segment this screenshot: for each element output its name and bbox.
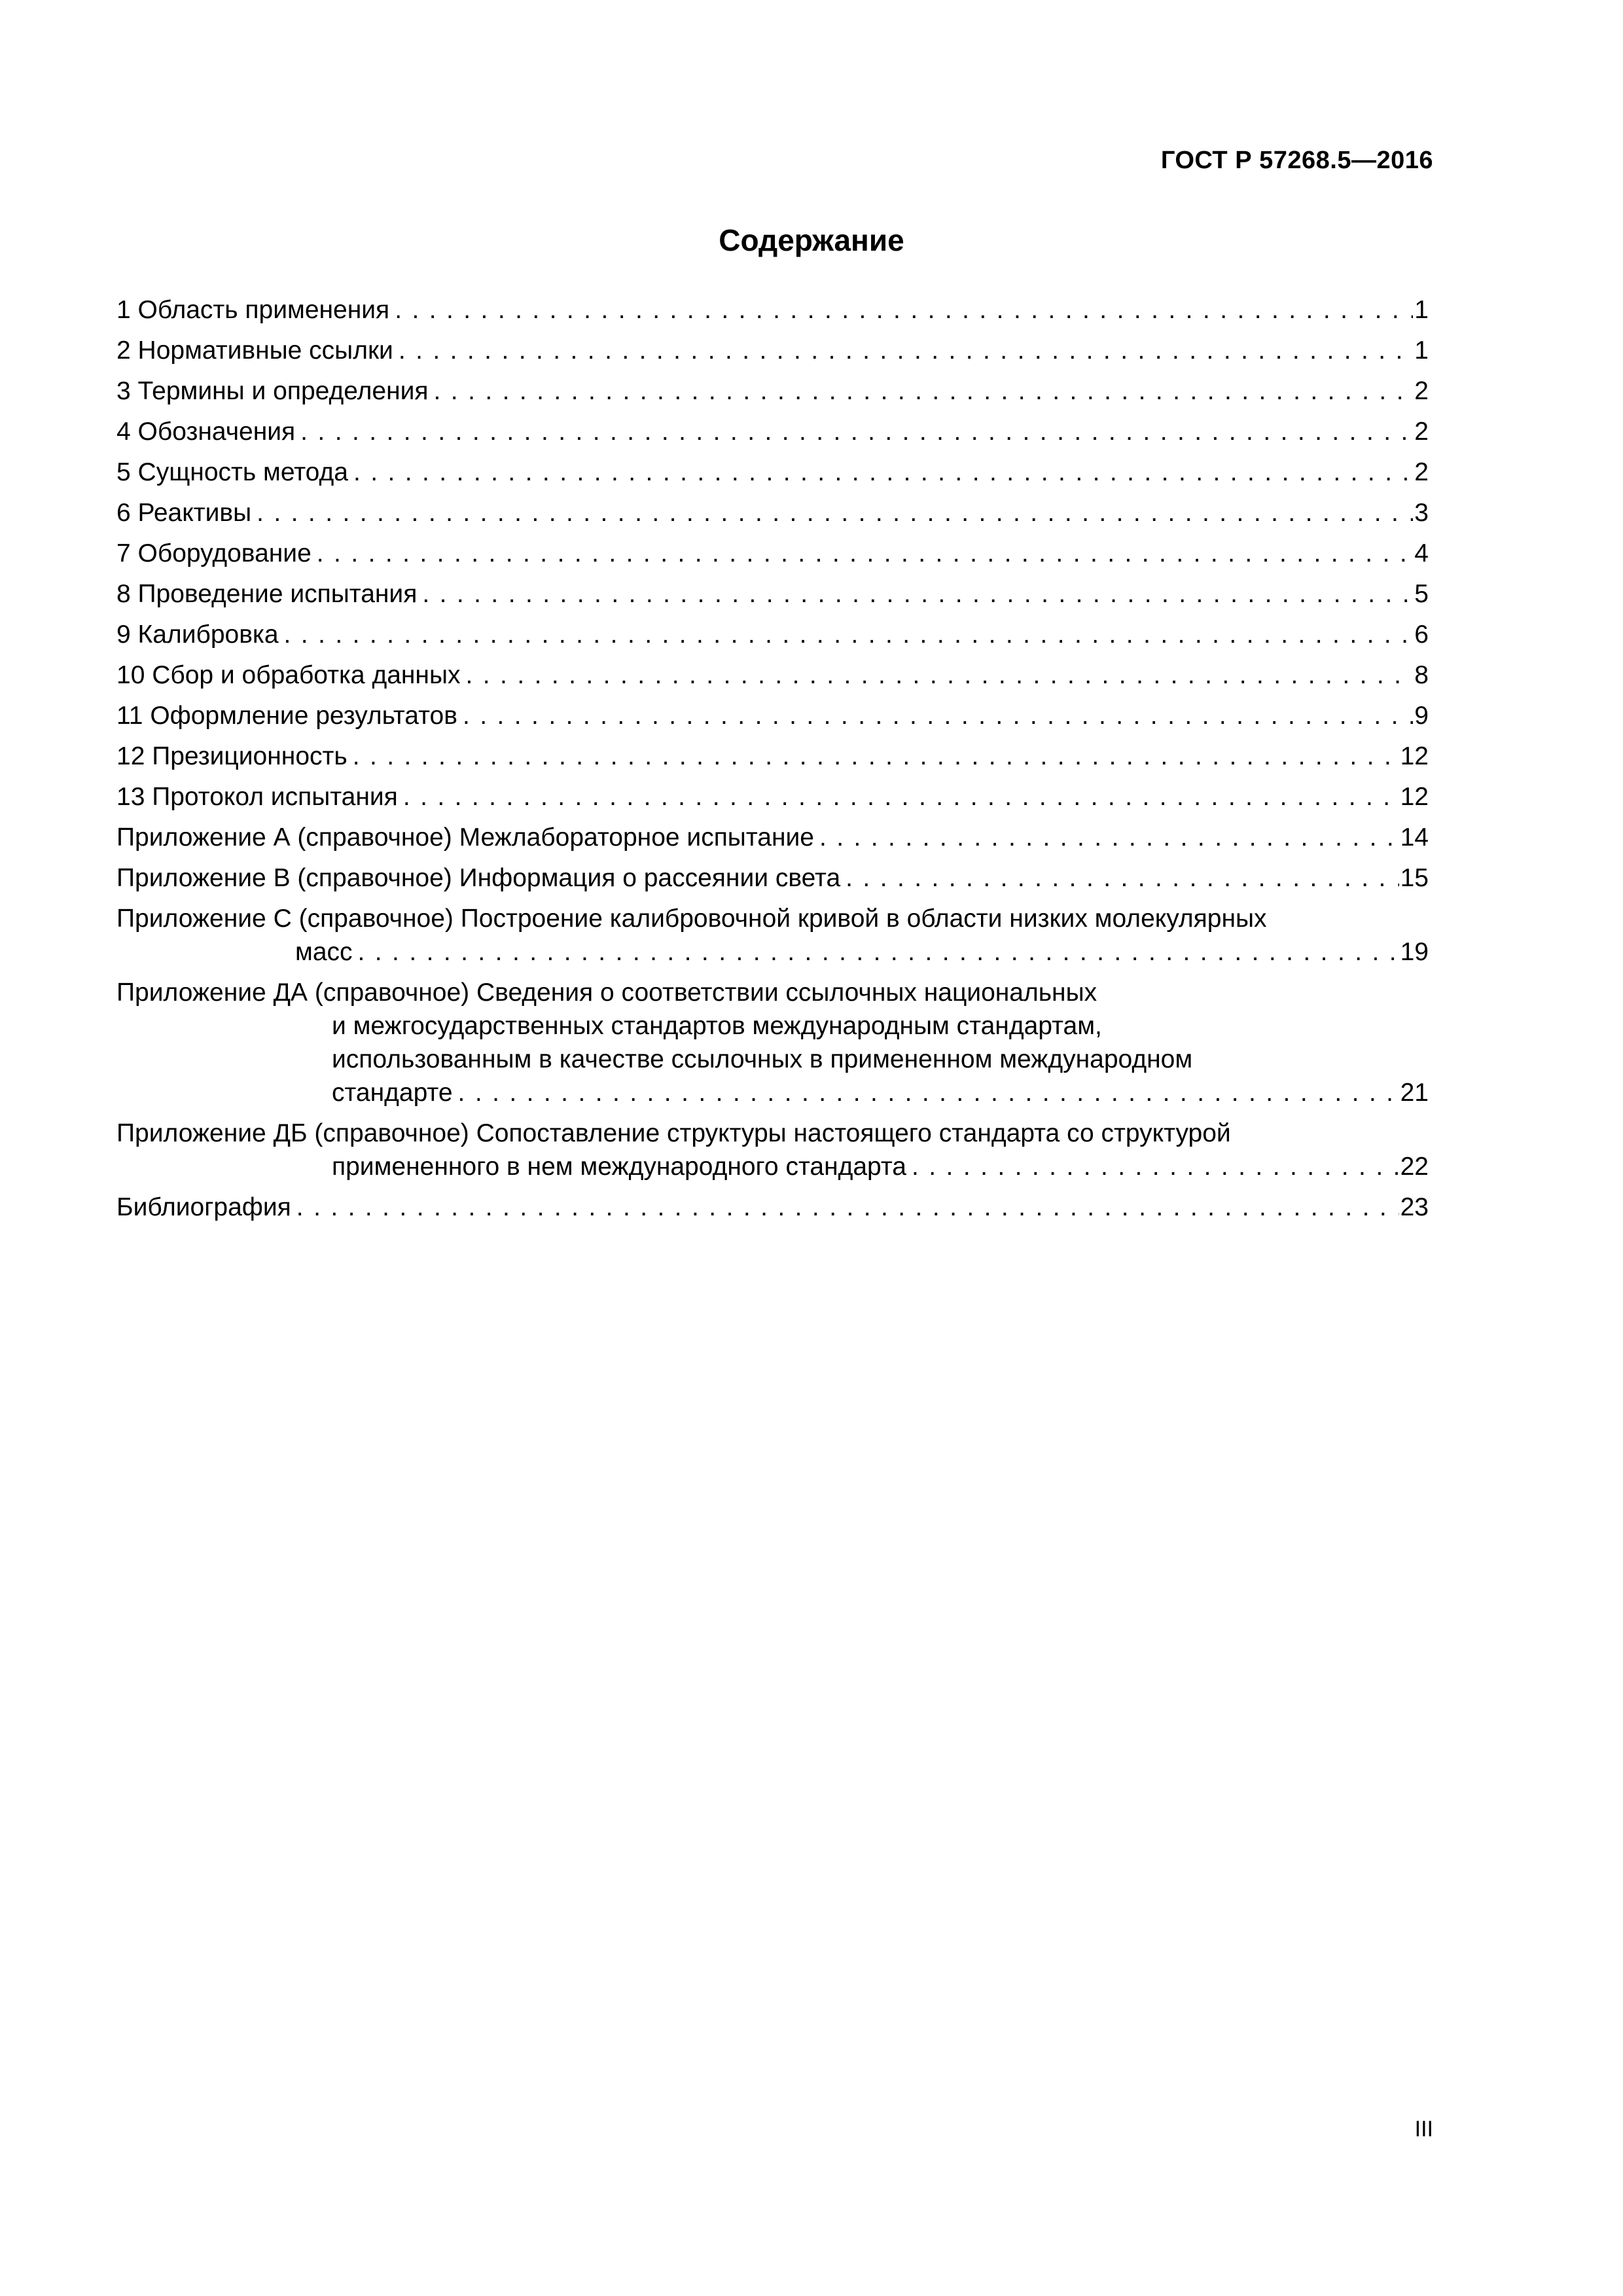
document-code: ГОСТ Р 57268.5—2016 — [1160, 147, 1433, 174]
toc-entry-page: 3 — [1414, 499, 1429, 527]
toc-entry-title: 1 Область применения — [116, 296, 390, 324]
toc-entry-title: 2 Нормативные ссылки — [116, 336, 393, 365]
toc-entry[interactable] — [116, 902, 1429, 969]
toc-entry-title: 3 Термины и определения — [116, 377, 429, 405]
toc-entry[interactable] — [116, 976, 1429, 1109]
toc-entry[interactable] — [116, 537, 1429, 570]
toc-entry-title: 11 Оформление результатов — [116, 702, 457, 730]
toc-entry[interactable] — [116, 456, 1429, 489]
dot-leader — [317, 537, 1414, 570]
toc-entry-title-continuation: и межгосударственных стандартов международным стандартам, — [332, 1012, 1102, 1040]
toc-entry-page: 19 — [1400, 938, 1429, 966]
toc-entry[interactable] — [116, 658, 1429, 692]
toc-entry-title: 5 Сущность метода — [116, 458, 348, 486]
toc-entry-page: 12 — [1400, 783, 1429, 811]
toc-entry-title: 9 Калибровка — [116, 620, 279, 649]
toc-title: Содержание — [719, 223, 904, 257]
toc-entry-title: 10 Сбор и обработка данных — [116, 661, 461, 689]
toc-entry-title: Приложение В (справочное) Информация о рассеянии света — [116, 864, 841, 892]
toc-entry[interactable] — [116, 374, 1429, 408]
toc-entry[interactable] — [116, 577, 1429, 611]
toc-entry-title: 6 Реактивы — [116, 499, 252, 527]
toc-entry-title: 12 Презиционность — [116, 742, 348, 770]
toc-entry[interactable] — [116, 334, 1429, 367]
toc-entry[interactable] — [116, 1117, 1429, 1183]
dot-leader — [819, 821, 1399, 854]
dot-leader — [353, 740, 1399, 773]
dot-leader — [296, 1191, 1399, 1224]
toc-entry-page: 22 — [1400, 1153, 1429, 1181]
toc-entry[interactable] — [116, 496, 1429, 529]
toc-entry[interactable] — [116, 861, 1429, 895]
toc-entry-title-continuation: масс — [295, 938, 353, 966]
toc-entry-title-continuation: стандарте — [332, 1079, 453, 1107]
toc-entry-page: 4 — [1414, 539, 1429, 567]
toc-entry-page: 1 — [1414, 296, 1429, 324]
page-number: III — [1414, 2117, 1433, 2142]
toc-entry[interactable] — [116, 821, 1429, 854]
toc-entry-title: 4 Обозначения — [116, 418, 296, 446]
toc-entry-page: 1 — [1414, 336, 1429, 365]
toc-entry[interactable] — [116, 740, 1429, 773]
dot-leader — [458, 1076, 1399, 1109]
toc-entry-page: 12 — [1400, 742, 1429, 770]
dot-leader — [403, 780, 1399, 814]
toc-entry-title: 13 Протокол испытания — [116, 783, 398, 811]
toc-entry-title: 8 Проведение испытания — [116, 580, 418, 608]
dot-leader — [434, 374, 1414, 408]
toc-entry-title: Библиография — [116, 1193, 291, 1221]
toc-entry-page: 9 — [1414, 702, 1429, 730]
toc-entry-title: Приложение А (справочное) Межлабораторное испытание — [116, 823, 814, 852]
toc-entry-title: Приложение ДА (справочное) Сведения о соответствии ссылочных национальных — [116, 978, 1097, 1007]
dot-leader — [284, 618, 1414, 651]
toc-entry-title-continuation: примененного в нем международного стандарта — [332, 1153, 906, 1181]
toc-entry-title: Приложение ДБ (справочное) Сопоставление структуры настоящего стандарта со структурой — [116, 1119, 1231, 1147]
toc-entry[interactable] — [116, 618, 1429, 651]
toc-entry-page: 5 — [1414, 580, 1429, 608]
dot-leader — [300, 415, 1413, 448]
toc-entry[interactable] — [116, 415, 1429, 448]
toc-entry[interactable] — [116, 699, 1429, 732]
dot-leader — [257, 496, 1413, 529]
toc-entry-title: 7 Оборудование — [116, 539, 312, 567]
dot-leader — [395, 293, 1413, 327]
toc-entry-page: 8 — [1414, 661, 1429, 689]
toc-entry-page: 6 — [1414, 620, 1429, 649]
toc-entry[interactable] — [116, 780, 1429, 814]
toc-entry-page: 2 — [1414, 418, 1429, 446]
dot-leader — [846, 861, 1399, 895]
dot-leader — [912, 1150, 1399, 1183]
dot-leader — [463, 699, 1413, 732]
toc-entry-page: 2 — [1414, 458, 1429, 486]
toc-entry-page: 23 — [1400, 1193, 1429, 1221]
toc-entry-page: 21 — [1400, 1079, 1429, 1107]
toc-entry[interactable] — [116, 293, 1429, 327]
toc-entry-page: 15 — [1400, 864, 1429, 892]
toc-entry-title: Приложение С (справочное) Построение калибровочной кривой в области низких молекулярных — [116, 905, 1267, 933]
toc-entry-page: 2 — [1414, 377, 1429, 405]
dot-leader — [353, 456, 1413, 489]
dot-leader — [399, 334, 1413, 367]
toc-entry[interactable] — [116, 1191, 1429, 1224]
dot-leader — [422, 577, 1413, 611]
dot-leader — [358, 935, 1399, 969]
dot-leader — [466, 658, 1414, 692]
toc-entry-page: 14 — [1400, 823, 1429, 852]
toc-entry-title-continuation: использованным в качестве ссылочных в примененном международном — [332, 1045, 1193, 1073]
table-of-contents — [116, 293, 1429, 1231]
